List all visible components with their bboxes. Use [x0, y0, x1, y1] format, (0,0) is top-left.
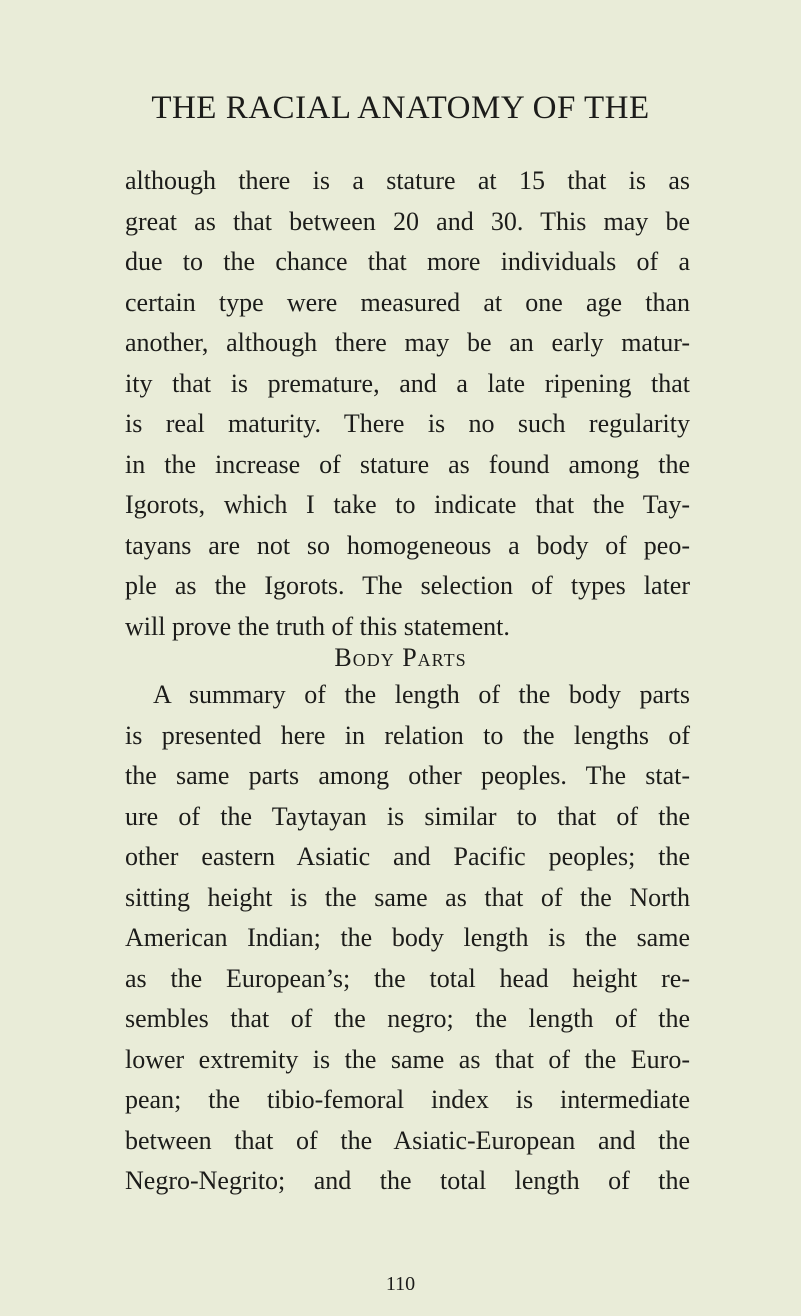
text-line: is presented here in relation to the lengths of [125, 720, 690, 750]
text-line: ure of the Taytayan is similar to that of the [125, 801, 690, 831]
text-line: between that of the Asiatic-European and the [125, 1125, 690, 1155]
text-line: as the European’s; the total head height re- [125, 963, 690, 993]
text-line: lower extremity is the same as that of the Euro- [125, 1044, 690, 1074]
text-line: although there is a stature at 15 that is as [125, 166, 690, 195]
text-line: the same parts among other peoples. The stat- [125, 761, 690, 790]
text-line: ity that is premature, and a late ripening that [125, 368, 690, 398]
text-line: Igorots, which I take to indicate that the Tay- [125, 490, 690, 519]
text-line: sembles that of the negro; the length of the [125, 1004, 690, 1033]
text-line: due to the chance that more individuals of a [125, 247, 690, 276]
text-line: another, although there may be an early matur- [125, 328, 690, 357]
section-heading-text: Body Parts [334, 643, 467, 672]
paragraph-2 [125, 675, 690, 1202]
running-head: THE RACIAL ANATOMY OF THE [151, 90, 650, 126]
text-line: ple as the Igorots. The selection of types later [125, 571, 690, 600]
text-line: great as that between 20 and 30. This may be [125, 206, 690, 236]
text-line: other eastern Asiatic and Pacific peoples; the [125, 842, 690, 871]
text-line: American Indian; the body length is the same [125, 923, 690, 952]
text-line: certain type were measured at one age than [125, 287, 690, 317]
text-line: tayans are not so homogeneous a body of peo- [125, 530, 690, 560]
text-line: pean; the tibio-femoral index is intermediate [125, 1085, 690, 1114]
section-heading [0, 645, 801, 671]
text-line: is real maturity. There is no such regularity [125, 409, 690, 438]
text-line: in the increase of stature as found among the [125, 449, 690, 479]
text-line: A summary of the length of the body parts [153, 680, 690, 709]
page-number: 110 [385, 1273, 416, 1295]
text-line: Negro-Negrito; and the total length of the [125, 1166, 690, 1195]
paragraph-1 [125, 161, 690, 647]
text-line: sitting height is the same as that of the North [125, 882, 690, 912]
text-line: will prove the truth of this statement. [125, 611, 510, 641]
